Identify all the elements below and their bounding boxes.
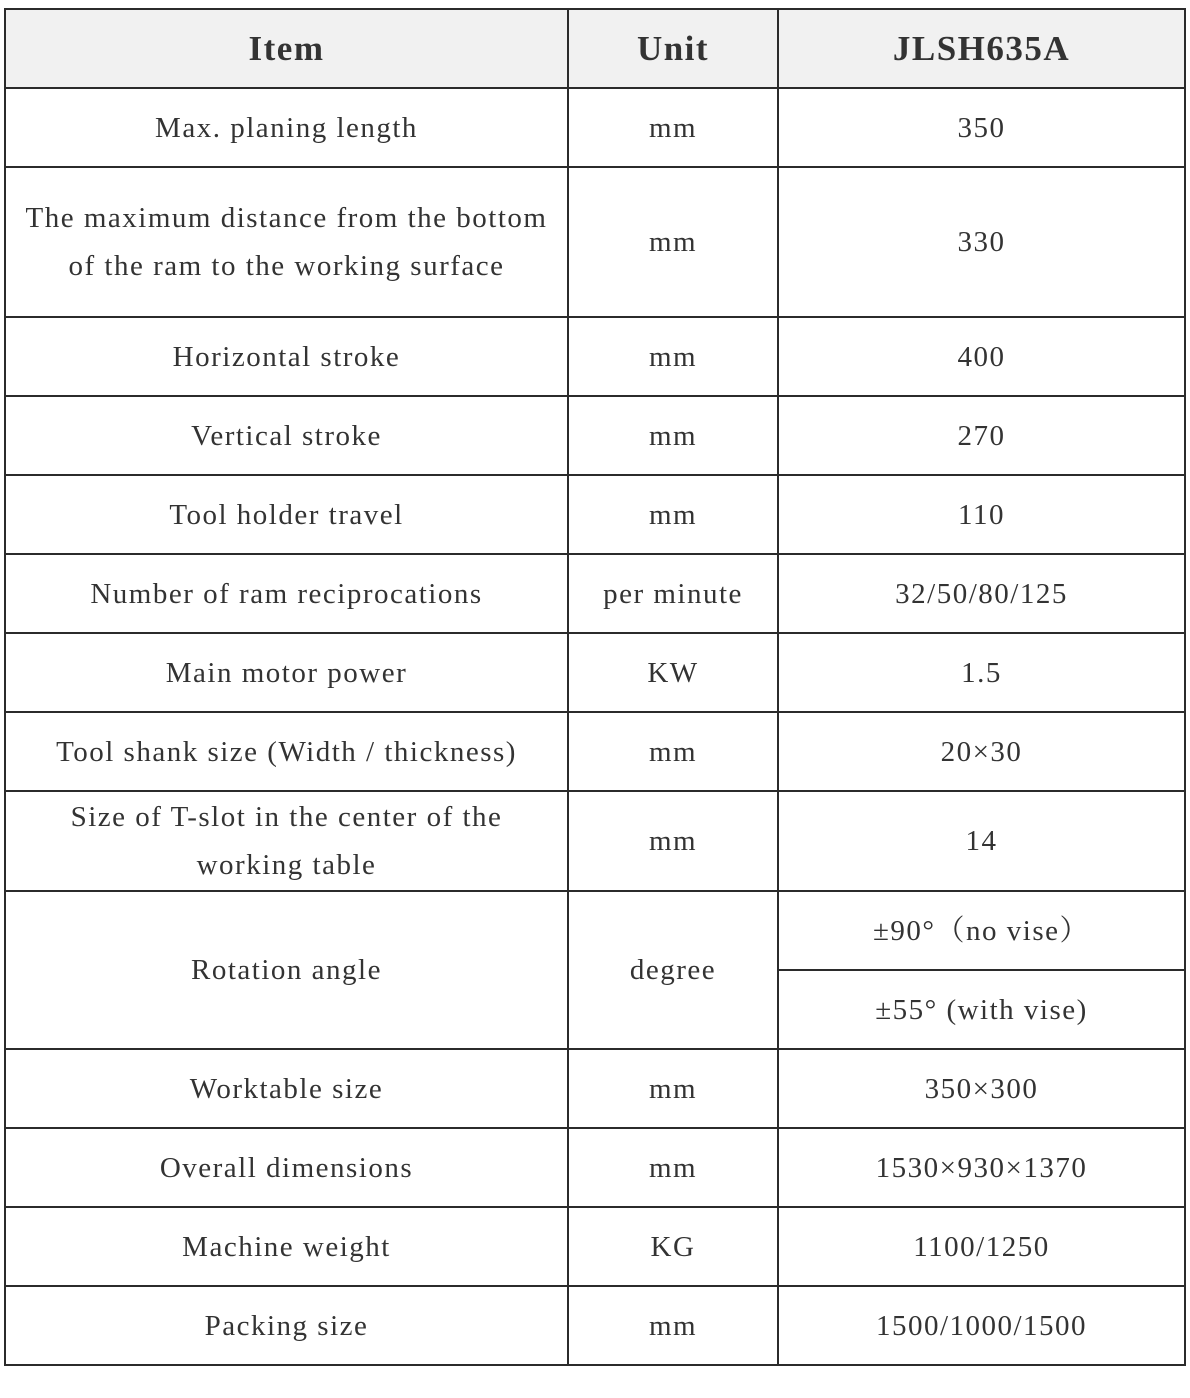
- item-cell: Main motor power: [5, 633, 568, 712]
- item-cell: Tool shank size (Width / thickness): [5, 712, 568, 791]
- table-row: [5, 475, 1185, 554]
- value-cell: 1100/1250: [778, 1207, 1185, 1286]
- value-cell: 20×30: [778, 712, 1185, 791]
- item-cell: Machine weight: [5, 1207, 568, 1286]
- unit-cell: degree: [568, 891, 778, 1049]
- header-model: JLSH635A: [778, 9, 1185, 88]
- item-cell: Number of ram reciprocations: [5, 554, 568, 633]
- table-row: [5, 554, 1185, 633]
- value-cell: 350×300: [778, 1049, 1185, 1128]
- table-row: [5, 712, 1185, 791]
- value-cell: 1530×930×1370: [778, 1128, 1185, 1207]
- value-cell: 1.5: [778, 633, 1185, 712]
- table-row: [5, 167, 1185, 317]
- unit-cell: mm: [568, 88, 778, 167]
- value-cell: 330: [778, 167, 1185, 317]
- unit-cell: mm: [568, 1286, 778, 1365]
- table-row: [5, 633, 1185, 712]
- unit-cell: KG: [568, 1207, 778, 1286]
- unit-cell: KW: [568, 633, 778, 712]
- table-row: [5, 1286, 1185, 1365]
- table-row: [5, 317, 1185, 396]
- unit-cell: per minute: [568, 554, 778, 633]
- unit-cell: mm: [568, 1128, 778, 1207]
- unit-cell: mm: [568, 712, 778, 791]
- value-cell: ±90°（no vise）: [778, 891, 1185, 970]
- value-cell: 270: [778, 396, 1185, 475]
- value-cell: 400: [778, 317, 1185, 396]
- table-row: [5, 396, 1185, 475]
- value-cell: ±55° (with vise): [778, 970, 1185, 1049]
- item-cell: Overall dimensions: [5, 1128, 568, 1207]
- unit-cell: mm: [568, 1049, 778, 1128]
- value-cell: 1500/1000/1500: [778, 1286, 1185, 1365]
- item-cell: Packing size: [5, 1286, 568, 1365]
- unit-cell: mm: [568, 791, 778, 891]
- item-cell: The maximum distance from the bottom of the ram to the working surface: [5, 167, 568, 317]
- header-row: [5, 9, 1185, 88]
- table-row: [5, 1207, 1185, 1286]
- unit-cell: mm: [568, 475, 778, 554]
- table-row: [5, 891, 1185, 970]
- item-cell: Horizontal stroke: [5, 317, 568, 396]
- header-unit: Unit: [568, 9, 778, 88]
- value-cell: 110: [778, 475, 1185, 554]
- unit-cell: mm: [568, 317, 778, 396]
- item-cell: Rotation angle: [5, 891, 568, 1049]
- table-row: [5, 88, 1185, 167]
- item-cell: Vertical stroke: [5, 396, 568, 475]
- table-row: [5, 1049, 1185, 1128]
- table-row: [5, 1128, 1185, 1207]
- value-cell: 14: [778, 791, 1185, 891]
- item-cell: Worktable size: [5, 1049, 568, 1128]
- value-cell: 350: [778, 88, 1185, 167]
- unit-cell: mm: [568, 396, 778, 475]
- item-cell: Max. planing length: [5, 88, 568, 167]
- item-cell: Tool holder travel: [5, 475, 568, 554]
- item-cell: Size of T-slot in the center of the working table: [5, 791, 568, 891]
- table-row: [5, 791, 1185, 891]
- spec-table: [4, 8, 1186, 1366]
- header-item: Item: [5, 9, 568, 88]
- unit-cell: mm: [568, 167, 778, 317]
- value-cell: 32/50/80/125: [778, 554, 1185, 633]
